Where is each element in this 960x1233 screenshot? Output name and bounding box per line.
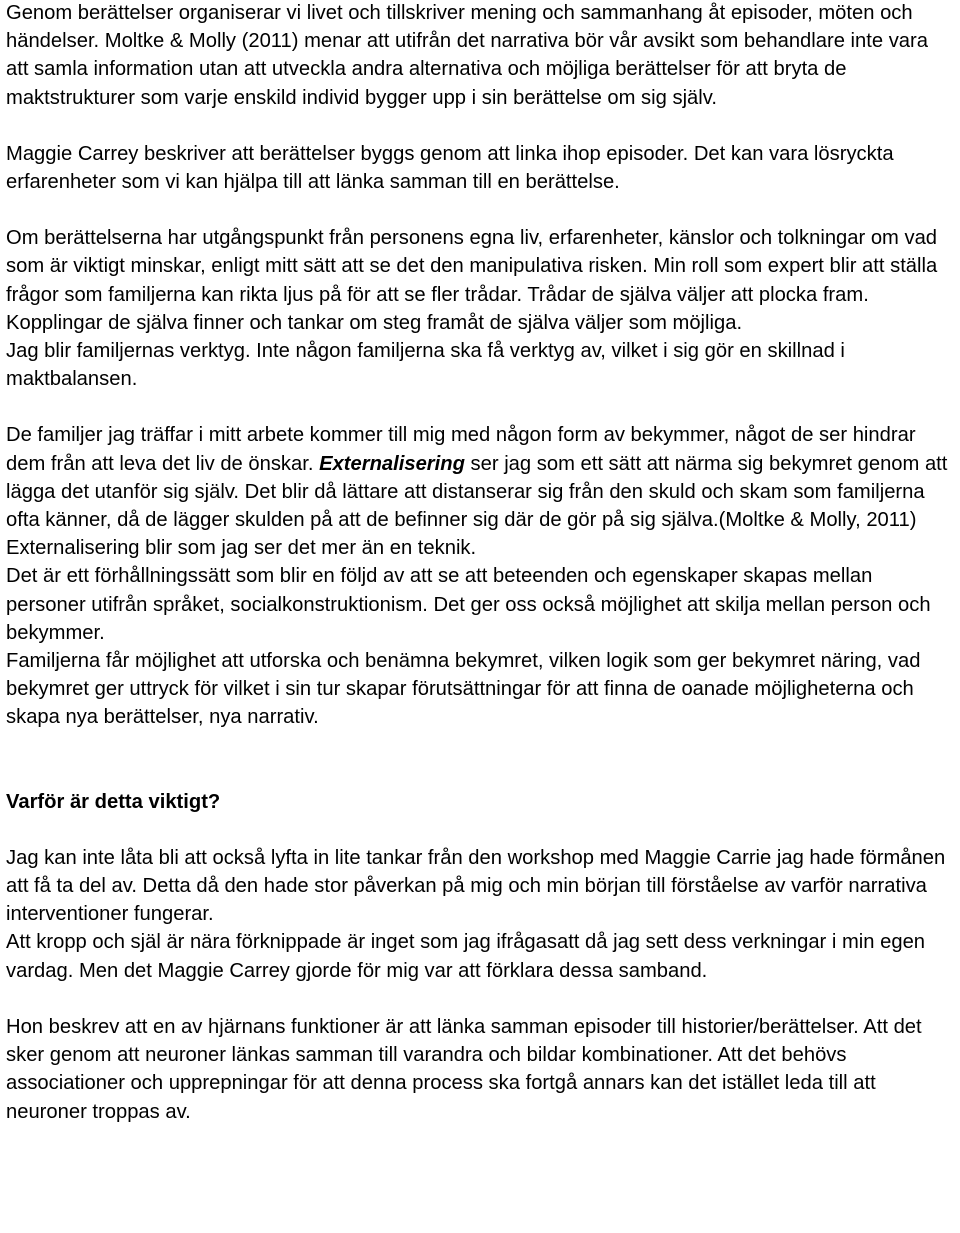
paragraph-spacer (6, 816, 956, 844)
paragraph-hjarnans-funktioner: Hon beskrev att en av hjärnans funktioner är att länka samman episoder till historier/berättelser. Att det sker genom att neuroner länkas samman till varandra och bildar kombinationer. Att det behövs associationer och upprepningar för att denna process ska fortgå annars kan det istället leda till att neuroner troppas av. (6, 1015, 922, 1123)
section-heading: Varför är detta viktigt? (6, 790, 221, 813)
paragraph-externalisering-end: ser jag som ett sätt att närma sig bekymret genom att lägga det utanför sig själv. Det blir då lättare att distanserar sig från den skuld och skam som familjerna ofta känner, då de lägger skulden på att de befinner sig där de gör på sig själva.(Moltke & Molly, 2011) (6, 452, 948, 532)
paragraph-berattelserna: Om berättelserna har utgångspunkt från personens egna liv, erfarenheter, känslor och tolkningar om vad som är viktigt minskar, enligt mitt sätt att se det den manipulativa risken. Min roll som expert blir att ställa frågor som familjerna kan rikta ljus på för att se fler trådar. Trådar de själva väljer att plocka fram. Kopplingar de själva finner och tankar om steg framåt de själva väljer som möjliga. (6, 227, 938, 334)
paragraph-familjerna: Familjerna får möjlighet att utforska och benämna bekymret, vilken logik som ger bekymret näring, vad bekymret ger uttryck för vilket i sin tur skapar förutsättningar för att finna de oanade möjligheterna och skapa nya berättelser, nya narrativ. (6, 650, 921, 729)
paragraph-externalisering (6, 421, 956, 534)
paragraph-forhallningssatt: Det är ett förhållningssätt som blir en följd av att se att beteenden och egenskaper skapas mellan personer utifrån språket, socialkonstruktionism. Det ger oss också möjlighet att skilja mellan person och bekymmer. (6, 565, 931, 644)
paragraph-narrative-intro: Genom berättelser organiserar vi livet och tillskriver mening och sammanhang åt episoder, möten och händelser. Moltke & Molly (2011) menar att utifrån det narrativa bör vår avsikt som behandlare inte vara att samla information utan att utveckla andra alternativa och möjliga berättelser för att bryta de maktstrukturer som varje enskild individ bygger upp i sin berättelse om sig själv. (6, 2, 928, 109)
paragraph-spacer (6, 112, 956, 140)
document-page (6, 0, 956, 1126)
paragraph-spacer (6, 393, 956, 421)
paragraph-externalisering-start: De familjer jag träffar i mitt arbete kommer till mig med någon form av bekymmer, något de ser hindrar dem från att leva det liv de önskar. (6, 424, 916, 475)
paragraph-verktyg: Jag blir familjernas verktyg. Inte någon familjerna ska få verktyg av, vilket i sig gör en skillnad i maktbalansen. (6, 340, 845, 391)
paragraph-workshop: Jag kan inte låta bli att också lyfta in lite tankar från den workshop med Maggie Carrie jag hade förmånen att få ta del av. Detta då den hade stor påverkan på mig och min början till förståelse av varför narrativa interventioner fungerar. (6, 846, 946, 926)
paragraph-kropp-sjal: Att kropp och själ är nära förknippade är inget som jag ifrågasatt då jag sett dess verkningar i min egen vardag. Men det Maggie Carrey gjorde för mig var att förklara dessa samband. (6, 931, 926, 982)
externalisering-emphasis: Externalisering (319, 452, 465, 475)
paragraph-spacer (6, 985, 956, 1013)
paragraph-teknik: Externalisering blir som jag ser det mer än en teknik. (6, 537, 477, 560)
paragraph-spacer (6, 196, 956, 224)
paragraph-maggie-carrey: Maggie Carrey beskriver att berättelser byggs genom att linka ihop episoder. Det kan vara lösryckta erfarenheter som vi kan hjälpa till att länka samman till en berättelse. (6, 142, 894, 194)
section-spacer (6, 732, 956, 788)
